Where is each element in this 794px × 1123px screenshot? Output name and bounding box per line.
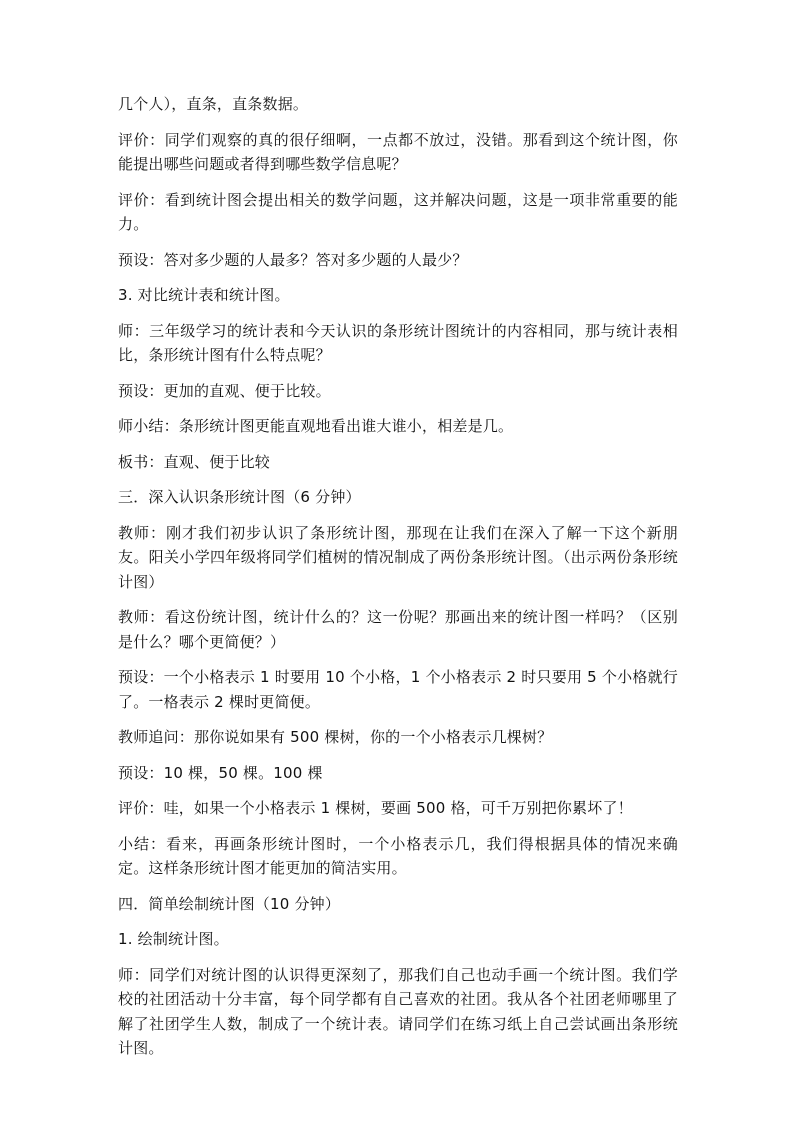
paragraph-teacher-draw-task: 师：同学们对统计图的认识得更深刻了，那我们自己也动手画一个统计图。我们学校的社团活动十分丰富，每个同学都有自己喜欢的社团。我从各个社团老师哪里了解了社团学生人数，制成了一个统计表。请同学们在练习纸上自己尝试画出条形统计图。 bbox=[118, 965, 678, 1057]
paragraph-preset-answers: 预设：10 棵，50 棵。100 棵 bbox=[118, 763, 323, 782]
paragraph-summary: 小结：看来，再画条形统计图时，一个小格表示几，我们得根据具体的情况来确定。这样条形统计图才能更加的简洁实用。 bbox=[118, 834, 678, 877]
section-heading-drawing: 四．简单绘制统计图（10 分钟） bbox=[118, 894, 341, 913]
paragraph-continuation: 几个人），直条，直条数据。 bbox=[118, 95, 309, 113]
section-heading-deep-understanding: 三．深入认识条形统计图（6 分钟） bbox=[118, 488, 361, 506]
subheading-draw-chart: 1. 绘制统计图。 bbox=[118, 930, 229, 948]
subheading-compare: 3. 对比统计表和统计图。 bbox=[118, 286, 290, 304]
paragraph-evaluation-500: 评价：哇，如果一个小格表示 1 棵树，要画 500 格，可千万别把你累坏了！ bbox=[118, 799, 633, 817]
paragraph-teacher-intro-charts: 教师：刚才我们初步认识了条形统计图，那现在让我们在深入了解一下这个新朋友。阳关小学四年级将同学们植树的情况制成了两份条形统计图。（出示两份条形统计图） bbox=[118, 523, 678, 591]
paragraph-blackboard: 板书：直观、便于比较 bbox=[118, 452, 271, 471]
paragraph-preset-intuitive: 预设：更加的直观、便于比较。 bbox=[118, 381, 331, 400]
paragraph-teacher-summary: 师小结：条形统计图更能直观地看出谁大谁小，相差是几。 bbox=[118, 417, 514, 435]
paragraph-teacher-compare: 师：三年级学习的统计表和今天认识的条形统计图统计的内容相同，那与统计表相比，条形统计图有什么特点呢？ bbox=[118, 321, 678, 364]
paragraph-teacher-question: 教师：看这份统计图，统计什么的？这一份呢？那画出来的统计图一样吗？（区别是什么？哪个更简便？） bbox=[118, 608, 678, 651]
paragraph-teacher-followup: 教师追问：那你说如果有 500 棵树，你的一个小格表示几棵树？ bbox=[118, 728, 553, 746]
paragraph-evaluation-ability: 评价：看到统计图会提出相关的数学问题，这并解决问题，这是一项非常重要的能力。 bbox=[118, 190, 678, 233]
paragraph-preset-questions: 预设：答对多少题的人最多？答对多少题的人最少？ bbox=[118, 250, 468, 269]
paragraph-preset-grid: 预设：一个小格表示 1 时要用 10 个小格，1 个小格表示 2 时只要用 5 个小格就行了。一格表示 2 棵时更简便。 bbox=[118, 668, 678, 711]
document-body bbox=[118, 92, 678, 1072]
paragraph-evaluation-observe: 评价：同学们观察的真的很仔细啊，一点都不放过，没错。那看到这个统计图，你能提出哪些问题或者得到哪些数学信息呢？ bbox=[118, 130, 678, 173]
